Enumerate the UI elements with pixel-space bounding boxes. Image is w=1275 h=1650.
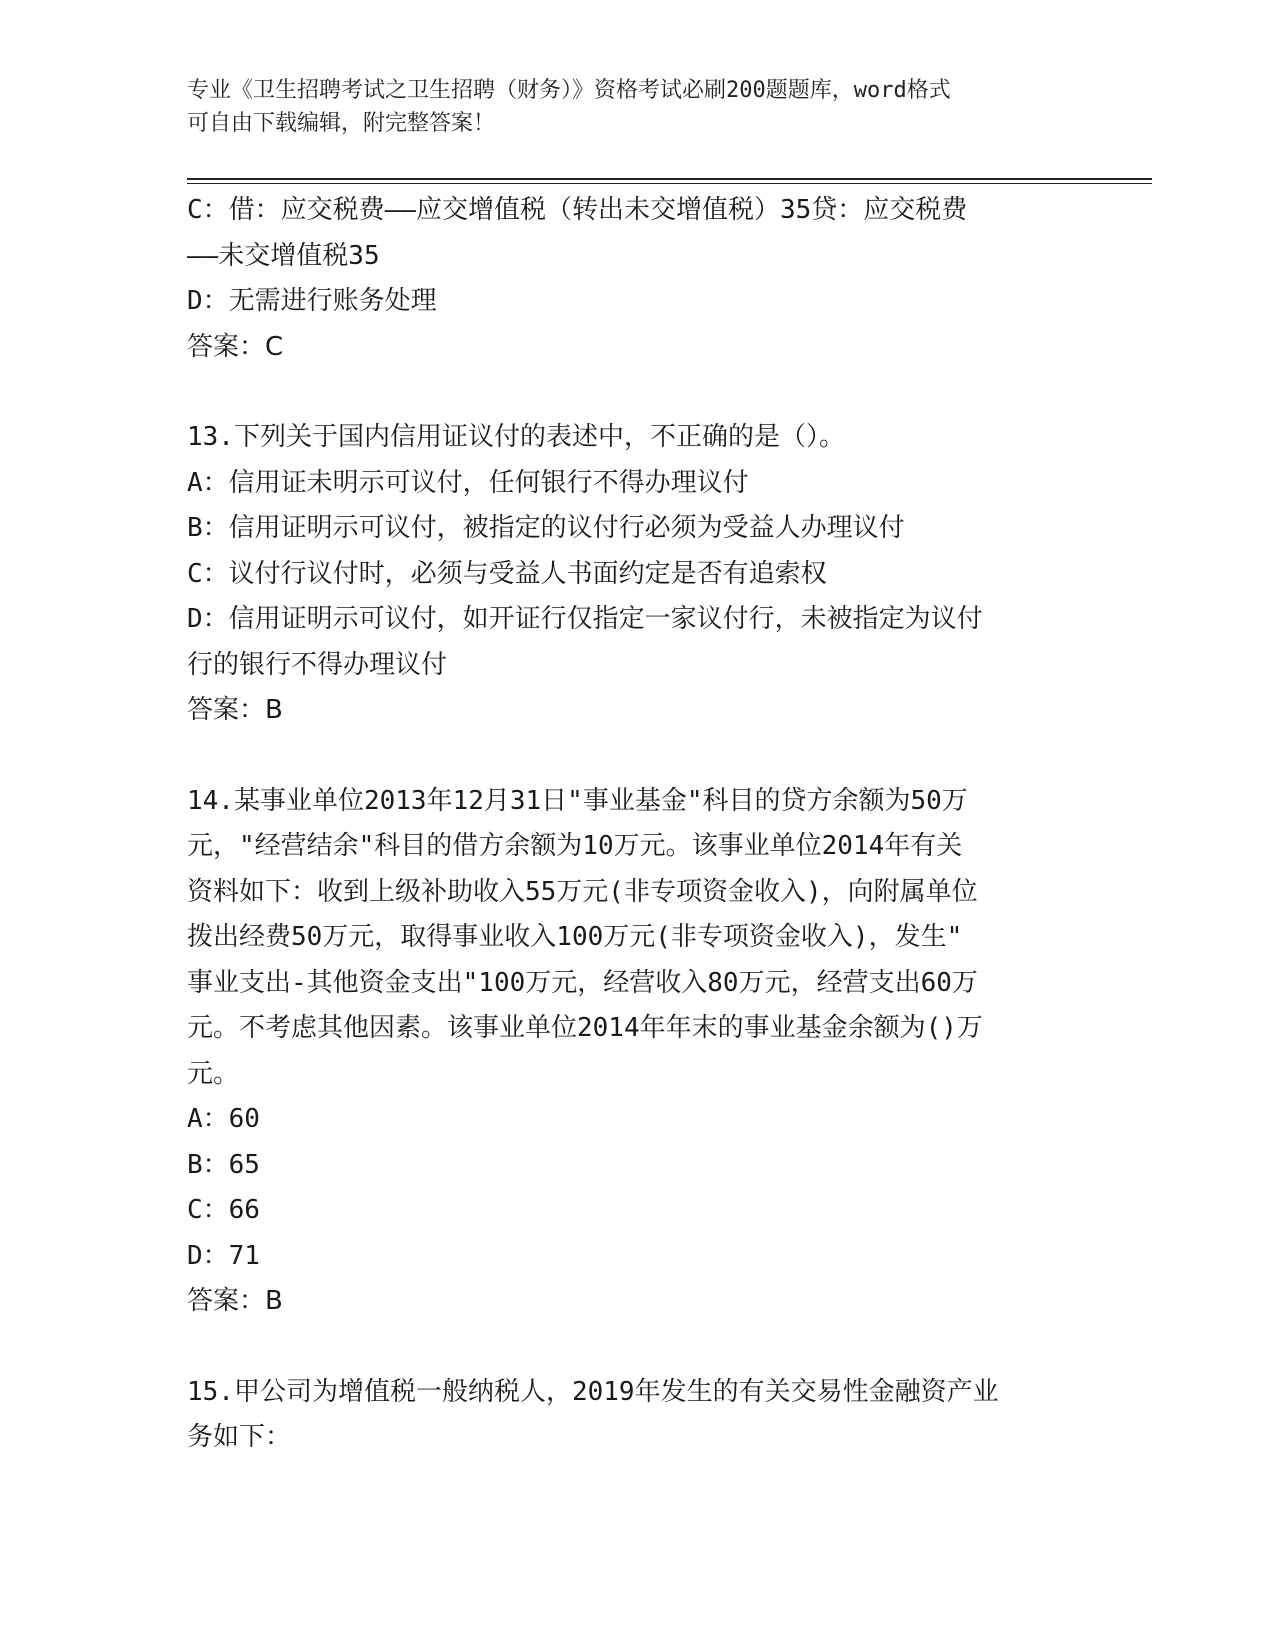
document-body: [187, 188, 1082, 1461]
header-title-line-1: 专业《卫生招聘考试之卫生招聘（财务）》资格考试必刷200题题库，word格式: [187, 78, 951, 103]
q12-option-d: D：无需进行账务处理: [187, 286, 437, 316]
q14-option-b: B：65: [187, 1149, 260, 1180]
question-14: [187, 779, 1082, 1325]
q14-stem-line-5: 事业支出-其他资金支出"100万元，经营收入80万元，经营支出60万: [187, 967, 978, 998]
spacer: [187, 370, 1082, 415]
header-title-line-2: 可自由下载编辑，附完整答案！: [187, 111, 496, 136]
question-13: [187, 415, 1082, 734]
q14-option-d: D：71: [187, 1240, 260, 1271]
header-rule-thin: [187, 183, 1152, 184]
q14-stem-line-1: 14.某事业单位2013年12月31日"事业基金"科目的贷方余额为50万: [187, 785, 968, 816]
q14-stem-line-7: 元。: [187, 1058, 240, 1089]
q13-answer: 答案：B: [187, 695, 283, 725]
question-15: [187, 1370, 1082, 1461]
q13-option-a: A：信用证未明示可议付，任何银行不得办理议付: [187, 467, 749, 498]
question-12-tail: [187, 188, 1082, 370]
q13-option-c: C：议付行议付时，必须与受益人书面约定是否有追索权: [187, 558, 827, 589]
q14-option-a: A：60: [187, 1104, 260, 1134]
q15-stem-line-1: 15.甲公司为增值税一般纳税人，2019年发生的有关交易性金融资产业: [187, 1376, 999, 1407]
spacer: [187, 734, 1082, 779]
q13-option-b: B：信用证明示可议付，被指定的议付行必须为受益人办理议付: [187, 513, 905, 543]
q14-answer: 答案：B: [187, 1286, 283, 1316]
q14-stem-line-4: 拨出经费50万元，取得事业收入100万元(非专项资金收入)，发生": [187, 922, 963, 952]
q13-option-d-line-2: 行的银行不得办理议付: [187, 649, 448, 680]
document-header: [187, 74, 1067, 140]
header-rule-thick: [187, 178, 1152, 180]
q14-option-c: C：66: [187, 1195, 260, 1225]
q12-option-c-line-2: ——未交增值税35: [187, 240, 380, 271]
q14-stem-line-3: 资料如下：收到上级补助收入55万元(非专项资金收入)，向附属单位: [187, 876, 978, 907]
q14-stem-line-2: 元，"经营结余"科目的借方余额为10万元。该事业单位2014年有关: [187, 831, 963, 861]
q15-stem-line-2: 务如下：: [187, 1422, 292, 1452]
q14-stem-line-6: 元。不考虑其他因素。该事业单位2014年年末的事业基金余额为()万: [187, 1013, 983, 1043]
q13-option-d-line-1: D：信用证明示可议付，如开证行仅指定一家议付行，未被指定为议付: [187, 604, 983, 634]
q13-stem: 13.下列关于国内信用证议付的表述中，不正确的是（）。: [187, 422, 845, 452]
q12-option-c-line-1: C：借：应交税费——应交增值税（转出未交增值税）35贷：应交税费: [187, 195, 968, 225]
q12-answer: 答案：C: [187, 331, 284, 362]
spacer: [187, 1325, 1082, 1370]
